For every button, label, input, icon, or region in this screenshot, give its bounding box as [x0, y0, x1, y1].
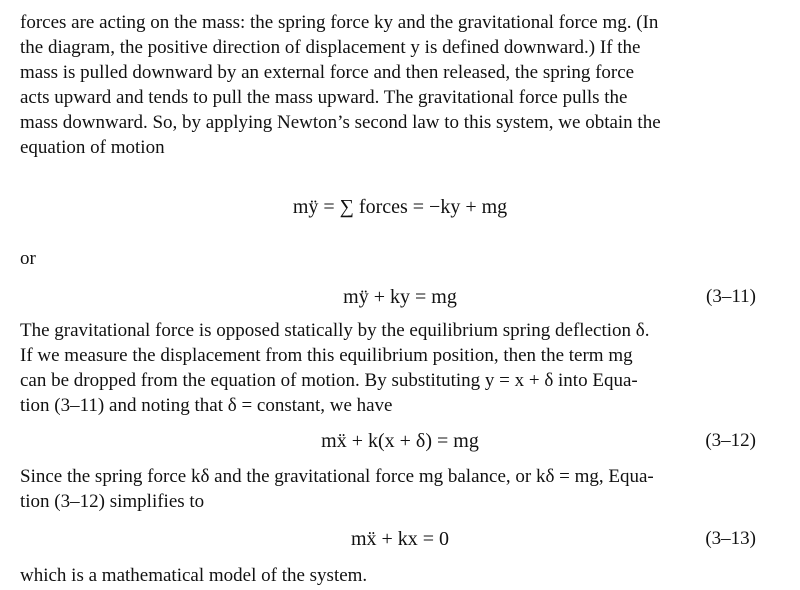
equation-3-11: [0, 284, 800, 310]
equation-newton: [0, 194, 800, 220]
equation-3-13: [0, 526, 800, 552]
text-line: acts upward and tends to pull the mass upward. The gravitational force pulls the: [20, 87, 628, 108]
text-line: which is a mathematical model of the system.: [20, 565, 368, 586]
equation-number: (3–12): [705, 430, 756, 451]
text-line: tion (3–12) simplifies to: [20, 491, 205, 512]
equation-expression: mÿ + ky = mg: [343, 286, 457, 308]
text-line: Since the spring force kδ and the gravitational force mg balance, or kδ = mg, Equa-: [20, 466, 654, 487]
paragraph-conclusion: [20, 563, 790, 588]
paragraph-balance: [20, 464, 790, 514]
equation-number: (3–11): [706, 286, 756, 307]
equation-expression: mẍ + kx = 0: [350, 528, 450, 550]
equation-number: (3–13): [705, 528, 756, 549]
text-line: If we measure the displacement from this equilibrium position, then the term mg: [20, 345, 633, 366]
text-line: or: [20, 248, 36, 269]
equation-expression: mẍ + k(x + δ) = mg: [321, 430, 479, 452]
text-line: mass downward. So, by applying Newton’s second law to this system, we obtain the: [20, 112, 661, 133]
text-line: tion (3–11) and noting that δ = constant, we have: [20, 395, 393, 416]
paragraph-forces: [20, 10, 790, 160]
equation-expression: mÿ = ∑ forces = −ky + mg: [292, 196, 508, 218]
text-line: The gravitational force is opposed statically by the equilibrium spring deflection δ.: [20, 320, 650, 341]
text-line: the diagram, the positive direction of displacement y is defined downward.) If the: [20, 37, 641, 58]
text-line: can be dropped from the equation of motion. By substituting y = x + δ into Equa-: [20, 370, 638, 391]
equation-3-12: [0, 428, 800, 454]
connector-or: [20, 246, 790, 271]
text-line: equation of motion: [20, 137, 165, 158]
text-line: forces are acting on the mass: the spring force ky and the gravitational force mg. (In: [20, 12, 659, 33]
text-line: mass is pulled downward by an external force and then released, the spring force: [20, 62, 635, 83]
paragraph-equilibrium: [20, 318, 790, 418]
